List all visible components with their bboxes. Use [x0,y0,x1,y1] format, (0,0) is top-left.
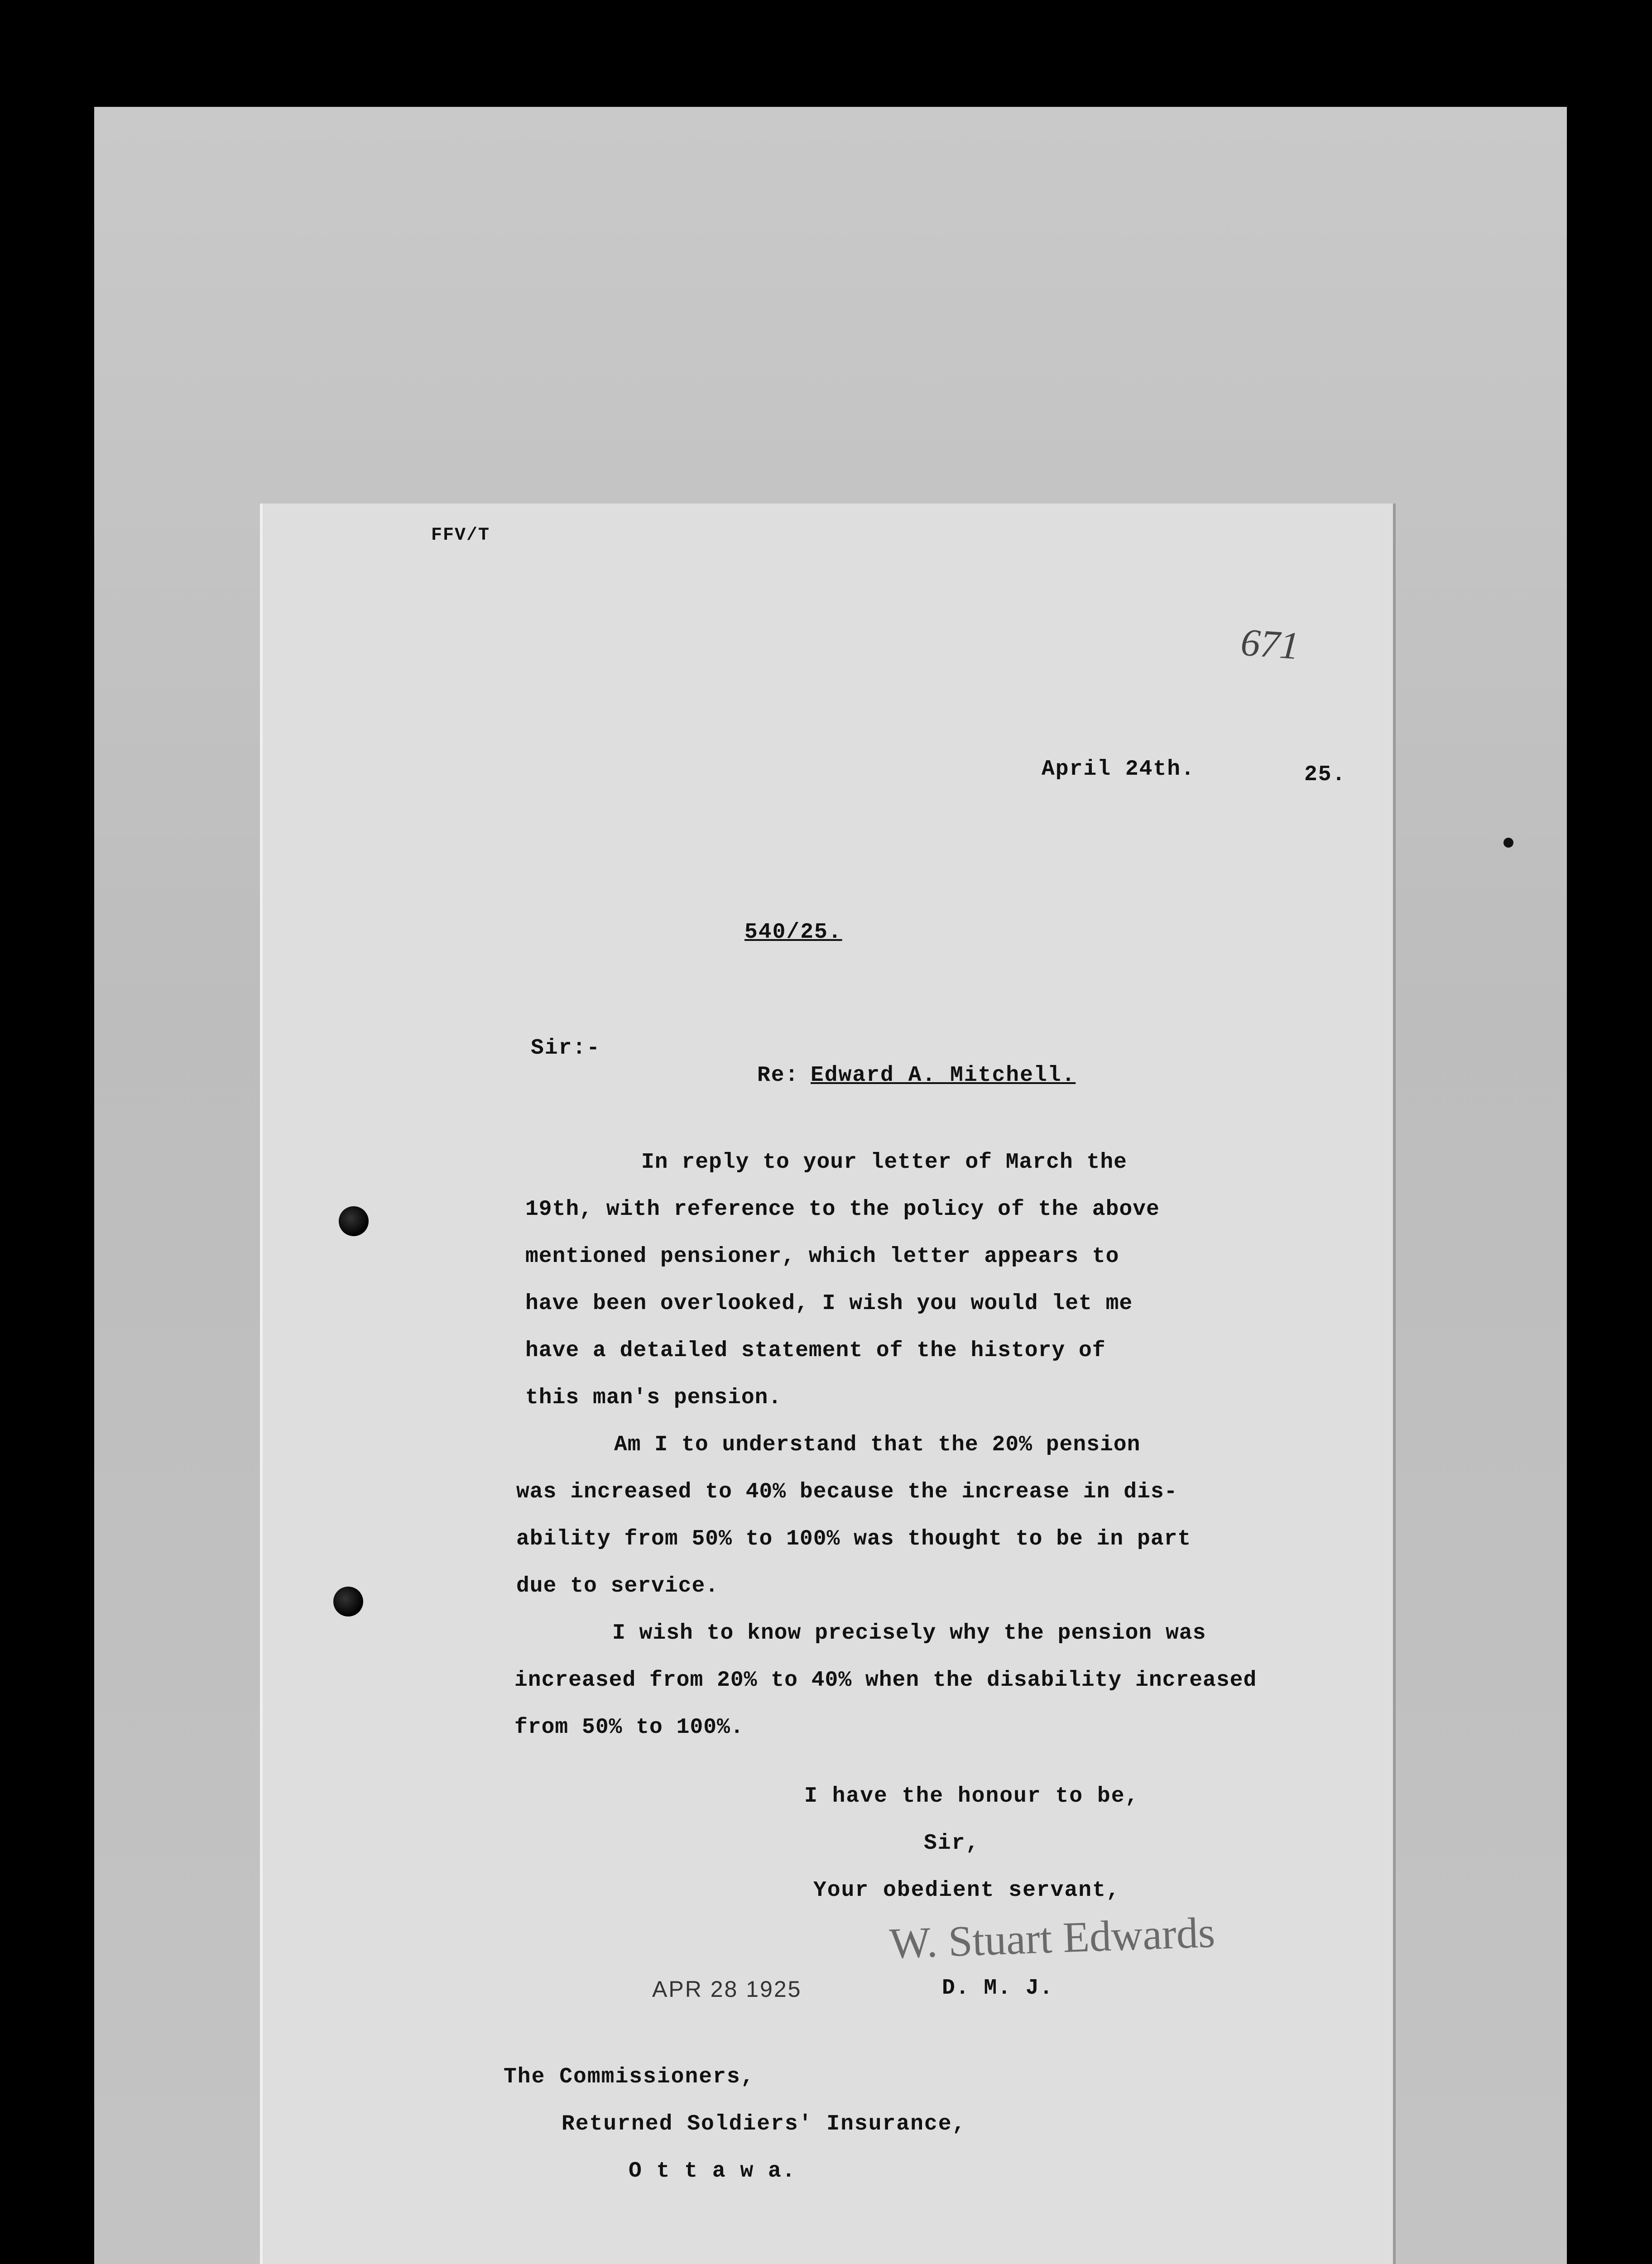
letter-date: April 24th. [1042,757,1195,782]
received-date-stamp: APR 28 1925 [652,1976,802,2002]
punch-hole [339,1206,369,1236]
re-label: Re: [757,1063,799,1088]
signer-title: D. M. J. [942,1976,1054,2000]
body-line: have a detailed statement of the history of [525,1338,1106,1363]
body-line: have been overlooked, I wish you would let me [525,1291,1133,1316]
letter-page [263,504,1393,2264]
body-line: this man's pension. [525,1386,782,1410]
file-number: 540/25. [744,920,842,945]
body-line: was increased to 40% because the increase in dis- [516,1480,1178,1504]
body-line: due to service. [516,1574,719,1598]
body-line: from 50% to 100%. [514,1715,744,1740]
body-line: increased from 20% to 40% when the disability increased [514,1668,1257,1693]
signature-stamp: W. Stuart Edwards [888,1908,1216,1968]
body-line: mentioned pensioner, which letter appears to [525,1244,1119,1269]
closing-sir: Sir, [924,1831,980,1856]
closing-servant: Your obedient servant, [813,1878,1120,1903]
body-line: I wish to know precisely why the pension was [612,1621,1206,1645]
addressee-line: Returned Soldiers' Insurance, [562,2112,966,2136]
re-name: Edward A. Mitchell. [811,1063,1076,1088]
body-line: Am I to understand that the 20% pension [614,1433,1141,1457]
closing-line: I have the honour to be, [804,1784,1139,1808]
addressee-line: O t t a w a. [629,2159,796,2183]
letter-year: 25. [1304,763,1346,787]
body-line: 19th, with reference to the policy of the above [525,1197,1160,1222]
punch-hole [333,1587,363,1616]
typist-initials: FFV/T [431,525,490,546]
body-line: ability from 50% to 100% was thought to be in part [516,1527,1191,1551]
page-number: 671 [1239,620,1301,668]
salutation: Sir:- [531,1036,601,1060]
speck [1503,838,1513,848]
body-line: In reply to your letter of March the [641,1150,1127,1175]
addressee-line: The Commissioners, [504,2065,755,2089]
